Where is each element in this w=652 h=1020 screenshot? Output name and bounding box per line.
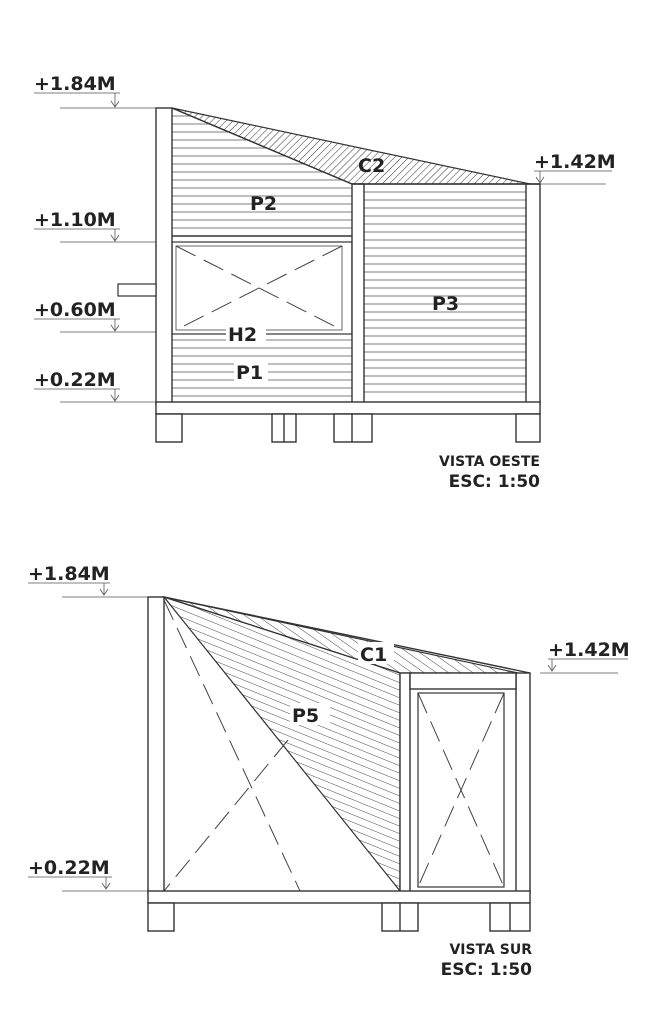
label-p2: P2 — [250, 193, 278, 215]
label-p5: P5 — [292, 705, 320, 727]
footing — [334, 414, 372, 442]
view-scale-south: ESC: 1:50 — [440, 960, 532, 980]
label-p3: P3 — [432, 293, 460, 315]
label-c1: C1 — [360, 644, 388, 666]
level-label: +0.22M — [28, 857, 110, 879]
view-title-west: VISTA OESTE — [439, 454, 540, 470]
label-h2: H2 — [228, 324, 258, 346]
level-label: +1.42M — [548, 639, 630, 661]
floor-beam — [148, 891, 530, 903]
level-marker — [28, 563, 148, 597]
level-marker — [34, 73, 160, 108]
footing — [156, 414, 182, 442]
footing — [148, 903, 174, 931]
view-title-south: VISTA SUR — [449, 942, 532, 958]
level-marker — [528, 151, 616, 184]
opening-right — [418, 693, 504, 887]
level-label: +1.42M — [534, 151, 616, 173]
label-c2: C2 — [358, 155, 386, 177]
level-label: +0.22M — [34, 369, 116, 391]
footing — [516, 414, 540, 442]
level-marker — [540, 639, 630, 673]
level-label: +1.84M — [34, 73, 116, 95]
west-elevation — [34, 73, 616, 492]
panel-p3-siding — [364, 192, 526, 392]
level-label: +1.10M — [34, 209, 116, 231]
level-marker — [28, 857, 148, 891]
level-label: +1.84M — [28, 563, 110, 585]
south-elevation — [28, 563, 630, 980]
view-scale-west: ESC: 1:50 — [448, 472, 540, 492]
label-p1: P1 — [236, 362, 264, 384]
roof-panel-c2 — [172, 108, 530, 184]
window-h2 — [172, 242, 352, 334]
level-marker — [34, 299, 160, 332]
level-marker — [34, 369, 160, 402]
level-marker — [34, 209, 160, 242]
beam-stub — [118, 284, 156, 296]
floor-beam — [156, 402, 540, 414]
level-label: +0.60M — [34, 299, 116, 321]
